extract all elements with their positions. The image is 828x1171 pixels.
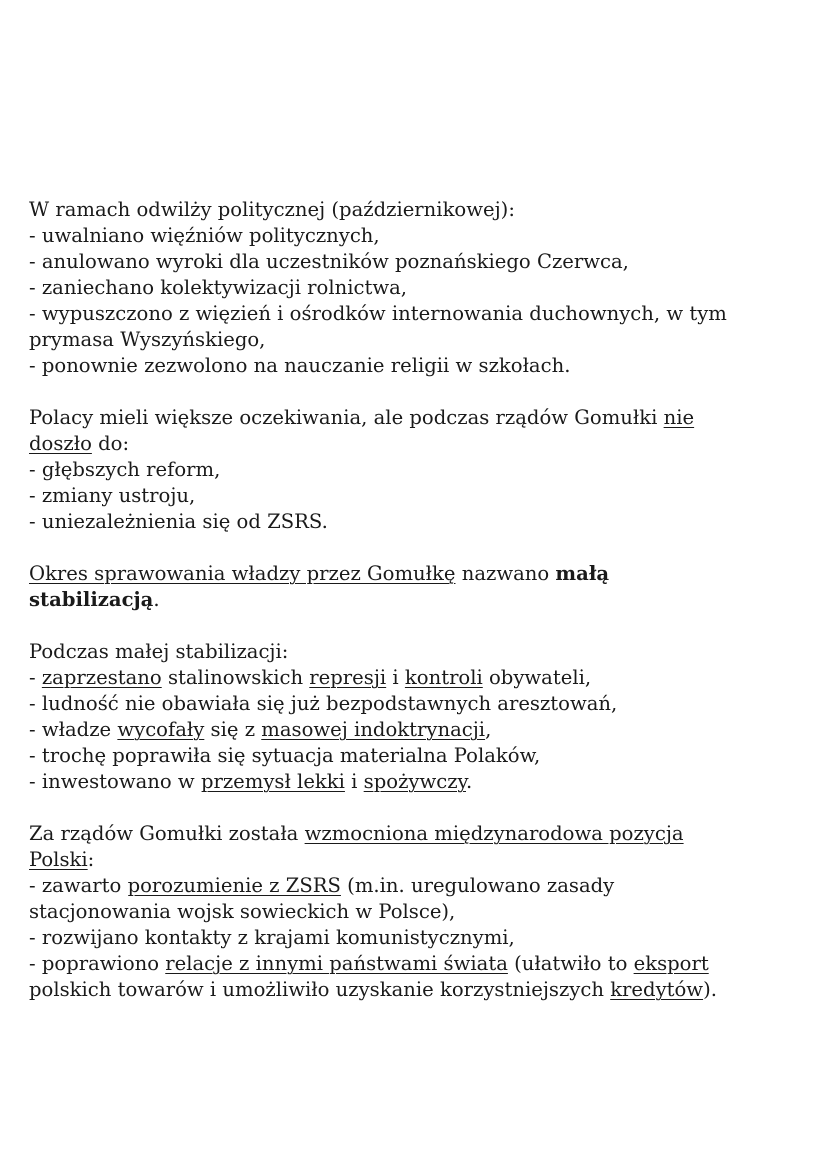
underlined-text: wycofały <box>117 718 205 741</box>
paragraph-line1 <box>29 561 809 587</box>
underlined-text: kredytów <box>610 978 704 1001</box>
underlined-text: nie <box>663 406 695 429</box>
text-run: - władze <box>29 718 118 741</box>
list-item: - trochę poprawiła się sytuacja materialna Polaków, <box>29 744 541 767</box>
list-item: - zmiany ustroju, <box>29 484 196 507</box>
list-item: - ponownie zezwolono na nauczanie religii w szkołach. <box>29 354 571 377</box>
underlined-text: masowej indoktrynacji <box>261 718 486 741</box>
underlined-text: eksport <box>633 952 709 975</box>
list-item-continuation: prymasa Wyszyńskiego, <box>29 328 266 351</box>
text-run: i <box>344 770 364 793</box>
underlined-text: porozumienie z ZSRS <box>127 874 341 897</box>
text-run: , <box>485 718 492 741</box>
list-item: - ludność nie obawiała się już bezpodstawnych aresztowań, <box>29 692 618 715</box>
text-run: nazwano <box>455 562 556 585</box>
list-item: - zaniechano kolektywizacji rolnictwa, <box>29 276 408 299</box>
text-run: polskich towarów i umożliwiło uzyskanie korzystniejszych <box>29 978 611 1001</box>
underlined-text: kontroli <box>404 666 483 689</box>
list-item: - uwalniano więźniów politycznych, <box>29 224 380 247</box>
text-run: . <box>466 770 473 793</box>
underlined-text: wzmocniona międzynarodowa pozycja <box>304 822 684 845</box>
text-run: do: <box>91 432 130 455</box>
text-run: - poprawiono <box>29 952 166 975</box>
paragraph-mala-stabilizacja <box>29 561 809 613</box>
underlined-text: Okres sprawowania władzy przez Gomułkę <box>29 562 456 585</box>
paragraph-intro: Podczas małej stabilizacji: <box>29 640 289 663</box>
text-run: i <box>386 666 405 689</box>
list-item <box>29 873 809 899</box>
text-run: - inwestowano w <box>29 770 201 793</box>
underlined-text: relacje z innymi państwami świata <box>165 952 508 975</box>
text-run: Polacy mieli większe oczekiwania, ale podczas rządów Gomułki <box>29 406 664 429</box>
text-run: obywateli, <box>482 666 592 689</box>
paragraph-line2 <box>29 587 809 613</box>
bold-text: stabilizacją <box>29 588 154 611</box>
text-run: - zawarto <box>29 874 128 897</box>
underlined-text: zaprzestano <box>41 666 162 689</box>
paragraph-intro: W ramach odwilży politycznej (październikowej): <box>29 198 515 221</box>
list-item: - głębszych reform, <box>29 458 221 481</box>
text-run: (ułatwiło to <box>507 952 634 975</box>
list-item: - rozwijano kontakty z krajami komunistycznymi, <box>29 926 515 949</box>
list-item: - uniezależnienia się od ZSRS. <box>29 510 328 533</box>
text-run: ). <box>703 978 717 1001</box>
paragraph-podczas-stabilizacji <box>29 639 809 795</box>
paragraph-odwilz <box>29 197 809 379</box>
list-item-continuation <box>29 977 809 1003</box>
list-item <box>29 769 809 795</box>
list-item: - anulowano wyroki dla uczestników poznańskiego Czerwca, <box>29 250 629 273</box>
paragraph-intro-line1 <box>29 405 809 431</box>
text-run: - <box>29 666 42 689</box>
bold-text: małą <box>555 562 610 585</box>
text-run: (m.in. uregulowano zasady <box>340 874 615 897</box>
underlined-text: represji <box>309 666 387 689</box>
paragraph-intro-line1 <box>29 821 809 847</box>
list-item-continuation: stacjonowania wojsk sowieckich w Polsce), <box>29 900 456 923</box>
paragraph-intro-line2 <box>29 431 809 457</box>
text-run: : <box>87 848 95 871</box>
list-item <box>29 717 809 743</box>
paragraph-intro-line2 <box>29 847 809 873</box>
text-run: . <box>153 588 160 611</box>
underlined-text: przemysł lekki <box>200 770 345 793</box>
paragraph-pozycja-miedzynarodowa <box>29 821 809 1003</box>
underlined-text: doszło <box>29 432 92 455</box>
underlined-text: Polski <box>29 848 88 871</box>
text-run: stalinowskich <box>161 666 310 689</box>
list-item: - wypuszczono z więzień i ośrodków internowania duchownych, w tym <box>29 302 727 325</box>
list-item <box>29 951 809 977</box>
underlined-text: spożywczy <box>363 770 466 793</box>
list-item <box>29 665 809 691</box>
text-run: się z <box>204 718 262 741</box>
text-run: Za rządów Gomułki została <box>29 822 305 845</box>
paragraph-oczekiwania <box>29 405 809 535</box>
document-page <box>29 197 809 1029</box>
